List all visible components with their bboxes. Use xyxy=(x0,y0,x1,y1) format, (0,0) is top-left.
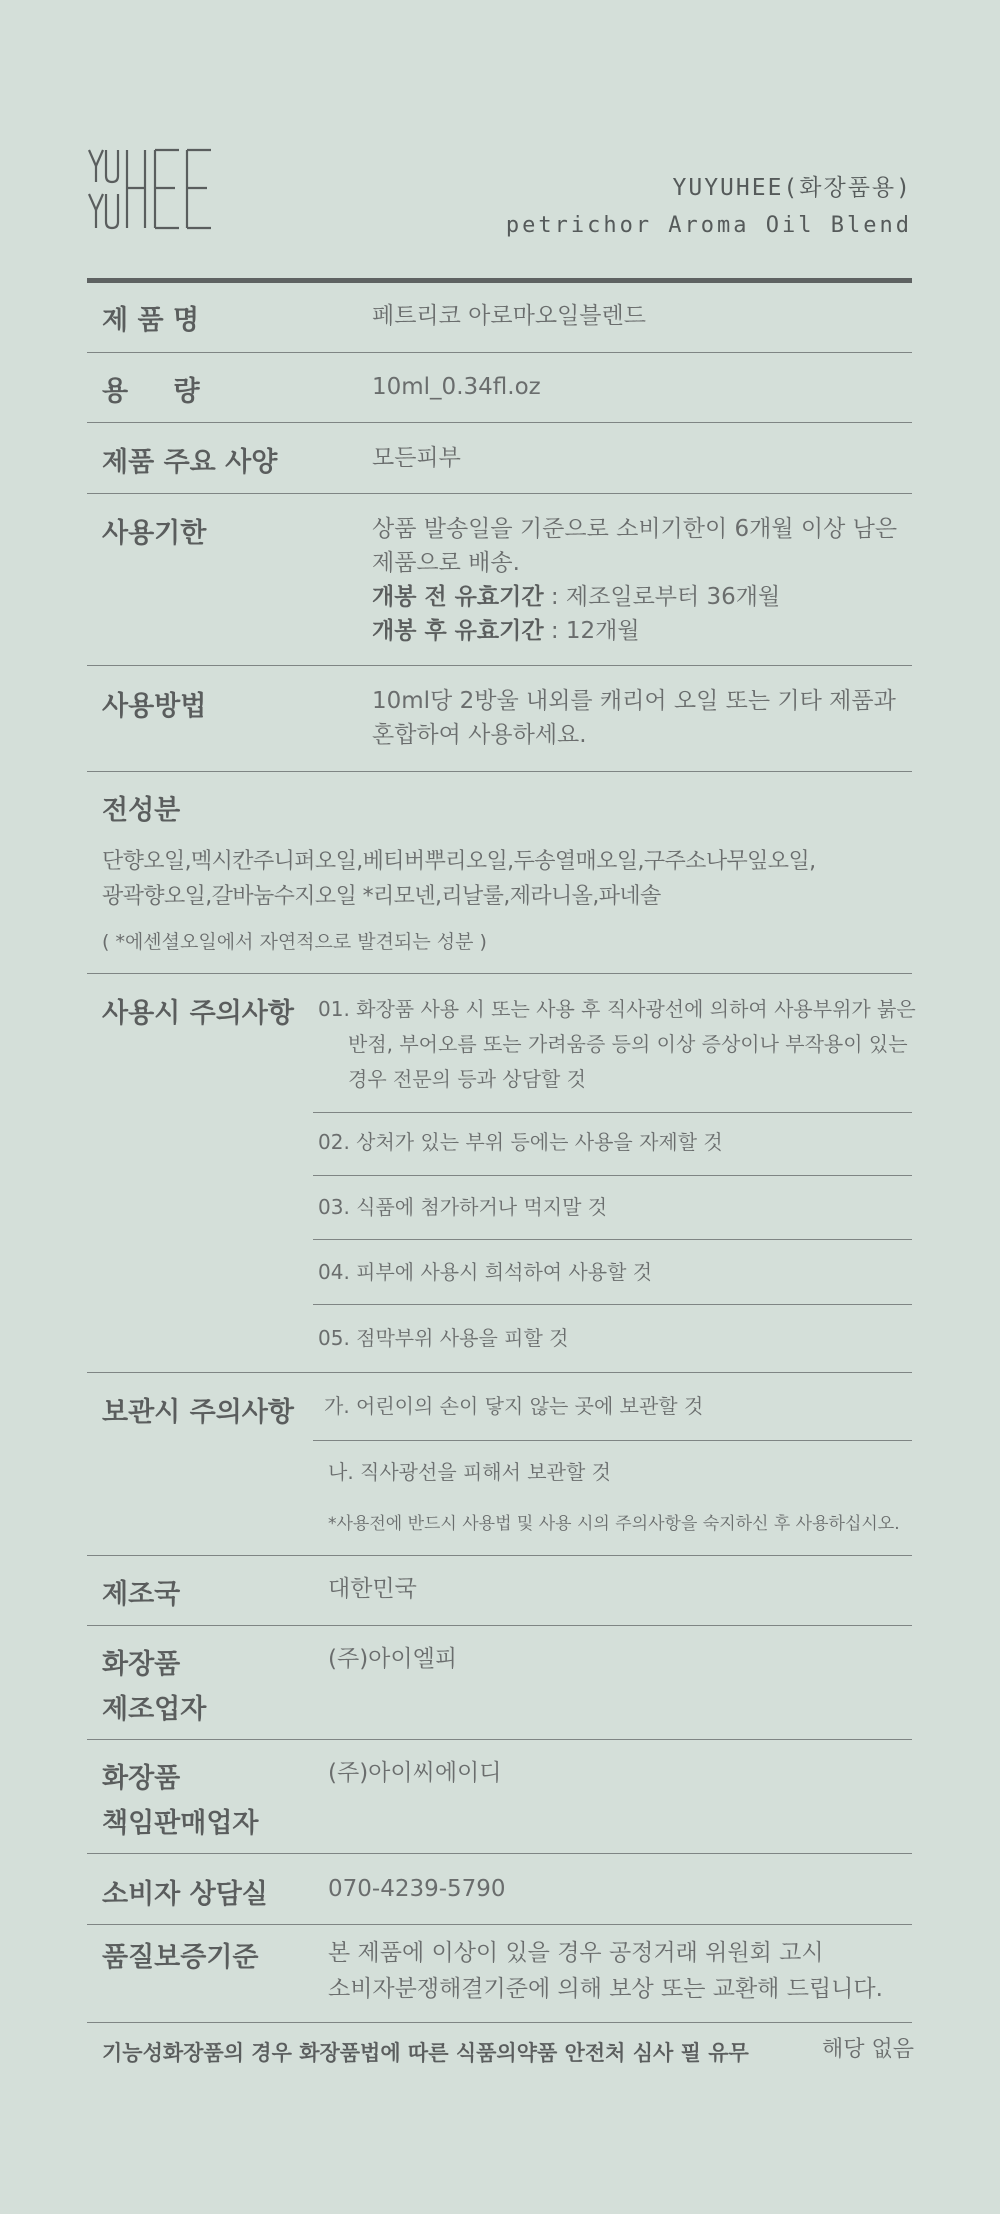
divider xyxy=(87,1555,912,1556)
product-name-label: 제 품 명 xyxy=(102,305,200,336)
divider xyxy=(87,2022,912,2023)
maker-label xyxy=(102,1642,206,1732)
brand-name: YUYUHEE(화장품용) xyxy=(672,175,912,201)
storage-item-1: 가. 어린이의 손이 닿지 않는 곳에 보관할 것 xyxy=(324,1394,704,1418)
divider xyxy=(87,1372,912,1373)
expiry-after-label: 개봉 후 유효기간 xyxy=(372,618,544,644)
divider xyxy=(87,973,912,974)
maker-label-line: 제조업자 xyxy=(102,1694,207,1725)
caution-item-3: 03. 식품에 첨가하거나 먹지말 것 xyxy=(318,1195,608,1219)
divider xyxy=(313,1175,912,1176)
caution-item-1 xyxy=(318,992,916,1097)
ingredients-label: 전성분 xyxy=(102,795,181,826)
storage-item-2: 나. 직사광선을 피해서 보관할 것 xyxy=(328,1460,611,1484)
caution-line: 경우 전문의 등과 상담할 것 xyxy=(348,1067,586,1091)
divider xyxy=(87,1625,912,1626)
usage-line: 혼합하여 사용하세요. xyxy=(372,722,587,748)
seller-label-line: 책임판매업자 xyxy=(102,1808,259,1839)
volume-value: 10ml_0.34fl.oz xyxy=(372,374,541,400)
ingredients-line: 광곽향오일,갈바눔수지오일 *리모넨,리날룰,제라니올,파네솔 xyxy=(102,884,661,909)
product-english-name: petrichor Aroma Oil Blend xyxy=(505,213,912,238)
maker-label-line: 화장품 xyxy=(102,1649,181,1680)
divider xyxy=(313,1112,912,1113)
ingredients-note: ( *에센셜오일에서 자연적으로 발견되는 성분 ) xyxy=(102,931,487,953)
caution-item-2: 02. 상처가 있는 부위 등에는 사용을 자제할 것 xyxy=(318,1130,723,1154)
brand-header xyxy=(506,170,912,244)
expiry-before-label: 개봉 전 유효기간 xyxy=(372,584,544,610)
seller-label-line: 화장품 xyxy=(102,1763,181,1794)
divider xyxy=(87,352,912,353)
quality-value xyxy=(328,1935,883,2007)
usage-label: 사용방법 xyxy=(102,691,207,722)
header-divider xyxy=(87,278,912,283)
maker-value: (주)아이엘피 xyxy=(328,1646,458,1672)
caution-line: 01. 화장품 사용 시 또는 사용 후 직사광선에 의하여 사용부위가 붉은 xyxy=(318,997,916,1021)
divider xyxy=(87,1924,912,1925)
quality-line: 소비자분쟁해결기준에 의해 보상 또는 교환해 드립니다. xyxy=(328,1976,883,2002)
quality-label: 품질보증기준 xyxy=(102,1942,259,1973)
expiry-before-opening xyxy=(372,580,897,614)
caution-line: 반점, 부어오름 또는 가려움증 등의 이상 증상이나 부작용이 있는 xyxy=(348,1032,908,1056)
volume-label: 용 량 xyxy=(102,376,218,407)
country-label: 제조국 xyxy=(102,1579,181,1610)
quality-line: 본 제품에 이상이 있을 경우 공정거래 위원회 고시 xyxy=(328,1940,824,1966)
usage-value xyxy=(372,684,896,752)
divider xyxy=(87,665,912,666)
functional-value: 해당 없음 xyxy=(822,2037,915,2062)
expiry-line: 제품으로 배송. xyxy=(372,550,520,576)
divider xyxy=(87,1853,912,1854)
caution-item-5: 05. 점막부위 사용을 피할 것 xyxy=(318,1326,569,1350)
seller-label xyxy=(102,1756,259,1846)
functional-label: 기능성화장품의 경우 화장품법에 따른 식품의약품 안전처 심사 필 유무 xyxy=(102,2041,749,2065)
ingredients-value xyxy=(102,844,816,914)
expiry-line: 상품 발송일을 기준으로 소비기한이 6개월 이상 남은 xyxy=(372,516,898,542)
seller-value: (주)아이씨에이디 xyxy=(328,1760,502,1786)
divider xyxy=(87,771,912,772)
brand-logo xyxy=(87,148,213,230)
storage-note: *사용전에 반드시 사용법 및 사용 시의 주의사항을 숙지하신 후 사용하십시오. xyxy=(328,1514,900,1534)
usage-line: 10ml당 2방울 내외를 캐리어 오일 또는 기타 제품과 xyxy=(372,688,896,714)
cs-label: 소비자 상담실 xyxy=(102,1879,268,1910)
spec-label: 제품 주요 사양 xyxy=(102,447,278,478)
divider xyxy=(87,493,912,494)
divider xyxy=(87,1739,912,1740)
cs-phone: 070-4239-5790 xyxy=(328,1876,506,1902)
spec-value: 모든피부 xyxy=(372,445,461,471)
ingredients-line: 단향오일,멕시칸주니퍼오일,베티버뿌리오일,두송열매오일,구주소나무잎오일, xyxy=(102,849,816,874)
expiry-label: 사용기한 xyxy=(102,518,207,549)
divider xyxy=(313,1304,912,1305)
expiry-after-opening xyxy=(372,614,897,648)
divider xyxy=(313,1440,912,1441)
divider xyxy=(313,1239,912,1240)
caution-label: 사용시 주의사항 xyxy=(102,998,294,1029)
divider xyxy=(87,422,912,423)
expiry-before-value: : 제조일로부터 36개월 xyxy=(543,584,781,610)
product-name-value: 페트리코 아로마오일블렌드 xyxy=(372,303,646,329)
storage-label: 보관시 주의사항 xyxy=(102,1397,294,1428)
expiry-value xyxy=(372,512,897,648)
caution-item-4: 04. 피부에 사용시 희석하여 사용할 것 xyxy=(318,1260,653,1284)
expiry-after-value: : 12개월 xyxy=(543,618,640,644)
country-value: 대한민국 xyxy=(328,1576,417,1602)
